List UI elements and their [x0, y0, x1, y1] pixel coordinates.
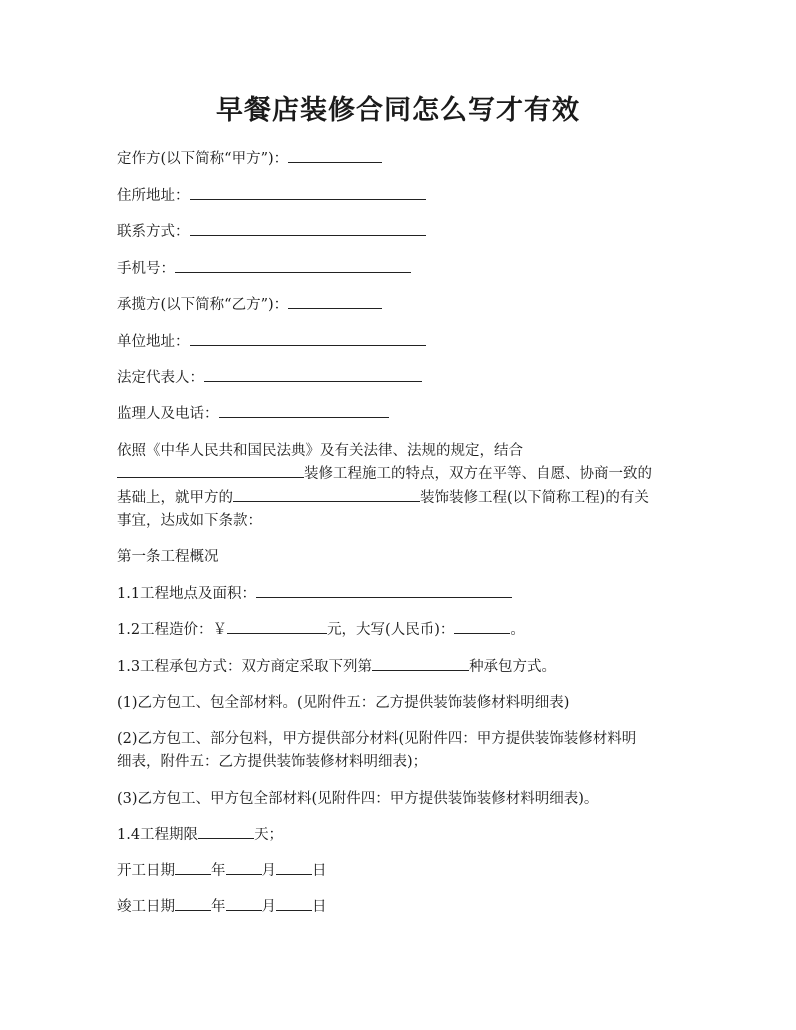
- contact-label: 联系方式：: [117, 224, 190, 240]
- duration-days-blank[interactable]: [198, 824, 254, 839]
- unit-address-blank[interactable]: [190, 331, 426, 346]
- cost-amount-blank[interactable]: [227, 619, 327, 634]
- basis-text-4: 事宜，达成如下条款：: [117, 513, 262, 529]
- party-b-label: 承揽方(以下简称“乙方”)：: [117, 297, 289, 313]
- supervisor-blank[interactable]: [219, 403, 389, 418]
- end-month-unit: 月: [261, 899, 276, 915]
- basis-line-4: [117, 510, 683, 534]
- project-blank[interactable]: [117, 463, 304, 478]
- section-1-4: [117, 824, 683, 848]
- mobile-label: 手机号：: [117, 261, 175, 277]
- unit-address-line: [117, 331, 683, 355]
- option-3-text: (3)乙方包工、甲方包全部材料(见附件四：甲方提供装饰装修材料明细表)。: [117, 791, 599, 807]
- end-date-label: 竣工日期: [117, 899, 175, 915]
- option-1-text: (1)乙方包工、包全部材料。(见附件五：乙方提供装饰装修材料明细表): [117, 695, 570, 711]
- basis-line-3: [117, 487, 683, 511]
- option-3: [117, 788, 683, 812]
- mobile-blank[interactable]: [175, 258, 411, 273]
- start-date-label: 开工日期: [117, 863, 175, 879]
- contract-mode-blank[interactable]: [372, 656, 469, 671]
- end-day-unit: 日: [312, 899, 327, 915]
- legal-rep-blank[interactable]: [204, 367, 422, 382]
- address-line: [117, 185, 683, 209]
- start-year-blank[interactable]: [175, 860, 211, 875]
- legal-rep-label: 法定代表人：: [117, 370, 204, 386]
- article-one-heading: [117, 546, 683, 570]
- mobile-line: [117, 258, 683, 282]
- basis-text-1: 依照《中华人民共和国民法典》及有关法律、法规的规定，结合: [117, 443, 523, 459]
- start-month-unit: 月: [261, 863, 276, 879]
- party-b-blank[interactable]: [288, 294, 382, 309]
- option-2-text-1: (2)乙方包工、部分包料，甲方提供部分材料(见附件四：甲方提供装饰装修材料明: [117, 731, 637, 747]
- basis-line-2: [117, 463, 683, 487]
- option-1: [117, 692, 683, 716]
- start-month-blank[interactable]: [226, 860, 262, 875]
- supervisor-label: 监理人及电话：: [117, 406, 219, 422]
- option-2-line-2: [117, 751, 683, 775]
- section-1-1: [117, 583, 683, 607]
- section-1-2-end: 。: [510, 622, 525, 638]
- address-label: 住所地址：: [117, 188, 190, 204]
- option-2-text-2: 细表，附件五：乙方提供装饰装修材料明细表)；: [117, 754, 428, 770]
- location-area-blank[interactable]: [256, 583, 512, 598]
- option-2-line-1: [117, 728, 683, 752]
- section-1-3-label: 1.3工程承包方式：双方商定采取下列第: [117, 659, 373, 675]
- end-year-blank[interactable]: [175, 896, 211, 911]
- start-year-unit: 年: [211, 863, 226, 879]
- section-1-2-text: 元，大写(人民币)：: [327, 622, 455, 638]
- basis-text-3b: 装饰装修工程(以下简称工程)的有关: [420, 490, 649, 506]
- end-day-blank[interactable]: [276, 896, 312, 911]
- section-1-2-label: 1.2工程造价：￥: [117, 622, 228, 638]
- cost-capital-blank[interactable]: [454, 619, 510, 634]
- party-a-line: [117, 148, 683, 172]
- section-1-2: [117, 619, 683, 643]
- section-1-4-label: 1.4工程期限: [117, 827, 199, 843]
- supervisor-line: [117, 403, 683, 427]
- basis-text-3a: 基础上，就甲方的: [117, 490, 233, 506]
- section-1-4-unit: 天；: [254, 827, 284, 843]
- section-1-1-label: 1.1工程地点及面积：: [117, 586, 257, 602]
- section-1-3-text: 种承包方式。: [469, 659, 557, 675]
- end-year-unit: 年: [211, 899, 226, 915]
- start-date-line: [117, 860, 683, 884]
- basis-text-2: 装修工程施工的特点，双方在平等、自愿、协商一致的: [304, 466, 652, 482]
- start-day-unit: 日: [312, 863, 327, 879]
- party-a-label: 定作方(以下简称“甲方”)：: [117, 151, 289, 167]
- unit-address-label: 单位地址：: [117, 334, 190, 350]
- address-blank[interactable]: [190, 185, 426, 200]
- end-month-blank[interactable]: [226, 896, 262, 911]
- document-title: 早餐店装修合同怎么写才有效: [216, 95, 580, 126]
- section-1-3: [117, 656, 683, 680]
- basis-line-1: [117, 440, 683, 464]
- contact-line: [117, 221, 683, 245]
- end-date-line: [117, 896, 683, 920]
- party-a-project-blank[interactable]: [233, 487, 420, 502]
- party-a-blank[interactable]: [288, 148, 382, 163]
- party-b-line: [117, 294, 683, 318]
- contact-blank[interactable]: [190, 221, 426, 236]
- start-day-blank[interactable]: [276, 860, 312, 875]
- legal-rep-line: [117, 367, 683, 391]
- article-one-text: 第一条工程概况: [117, 549, 219, 565]
